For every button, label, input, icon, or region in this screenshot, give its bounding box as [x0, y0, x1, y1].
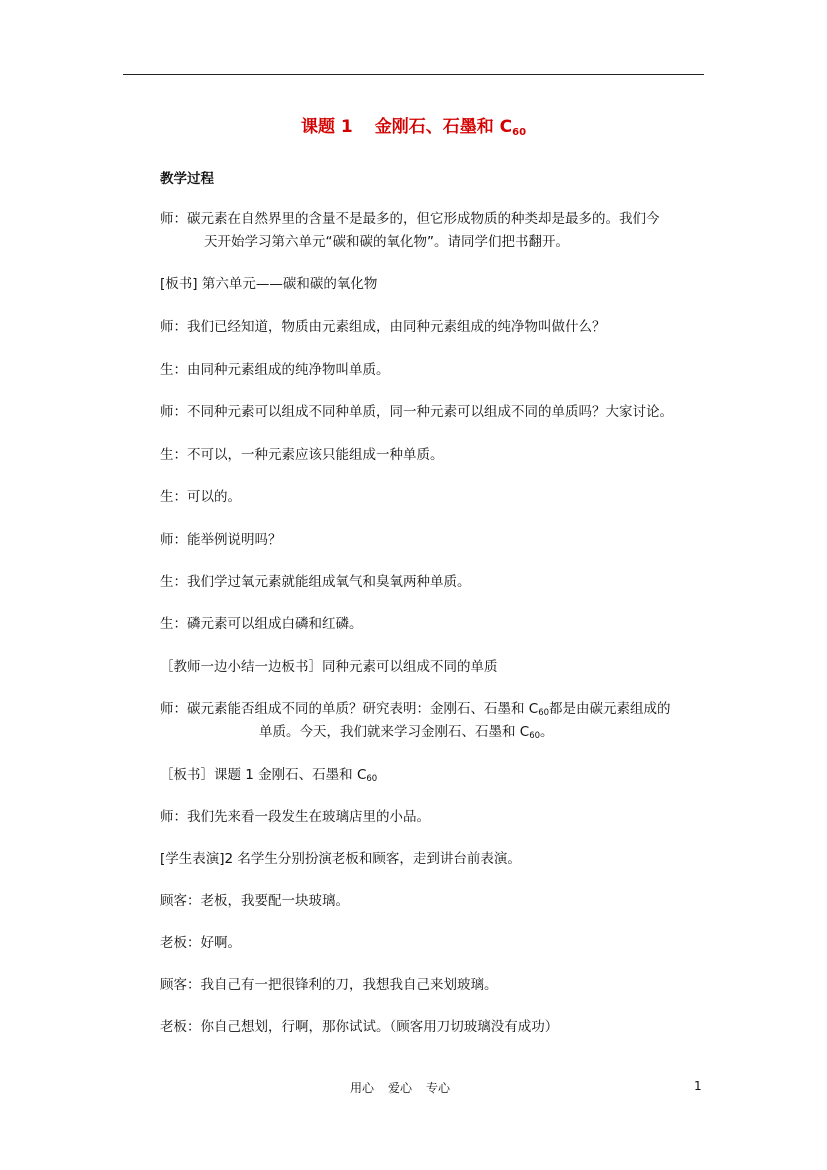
header-rule: [123, 74, 704, 75]
paragraph-line: [板书] 第六单元——碳和碳的氧化物: [160, 276, 378, 292]
paragraph-line: 生：由同种元素组成的纯净物叫单质。: [160, 362, 390, 378]
subscript: 60: [366, 774, 378, 784]
paragraph-line: 生：磷元素可以组成白磷和红磷。: [160, 616, 363, 632]
footer-word: 专心: [426, 1081, 451, 1095]
text-segment: 师：碳元素能否组成不同的单质？研究表明：金刚石、石墨和 C: [160, 701, 539, 717]
paragraph-line: ［教师一边小结一边板书］同种元素可以组成不同的单质: [160, 659, 498, 675]
paragraph-line: 顾客：老板，我要配一块玻璃。: [160, 893, 349, 909]
paragraph-line: 生：不可以，一种元素应该只能组成一种单质。: [160, 447, 444, 463]
paragraph-line: 天开始学习第六单元“碳和碳的氧化物”。请同学们把书翻开。: [204, 234, 569, 250]
lesson-number: 课题 1: [300, 117, 353, 137]
subscript: 60: [538, 708, 550, 718]
paragraph-line: [160, 766, 377, 788]
paragraph-line: 顾客：我自己有一把很锋利的刀，我想我自己来划玻璃。: [160, 977, 498, 993]
paragraph-line: 师：我们已经知道，物质由元素组成，由同种元素组成的纯净物叫做什么？: [160, 319, 606, 335]
paragraph-line: 师：能举例说明吗？: [160, 532, 282, 548]
paragraph-line: [259, 723, 554, 745]
paragraph-line: 师：不同种元素可以组成不同种单质，同一种元素可以组成不同的单质吗？大家讨论。: [160, 404, 673, 420]
paragraph-line: 生：我们学过氧元素就能组成氧气和臭氧两种单质。: [160, 574, 471, 590]
lesson-topic-subscript: 60: [512, 127, 527, 138]
paragraph-line: [160, 700, 671, 722]
footer-word: 用心: [350, 1081, 375, 1095]
text-segment: 都是由碳元素组成的: [549, 701, 671, 717]
page-number: 1: [694, 1079, 702, 1093]
text-segment: ［板书］课题 1 金刚石、石墨和 C: [160, 767, 367, 783]
paragraph-line: 师：碳元素在自然界里的含量不是最多的，但它形成物质的种类却是最多的。我们今: [160, 211, 660, 227]
paragraph-line: 生：可以的。: [160, 489, 241, 505]
text-segment: 。: [540, 724, 554, 740]
section-heading: 教学过程: [160, 171, 214, 187]
subscript: 60: [529, 731, 541, 741]
footer-word: 爱心: [388, 1081, 413, 1095]
paragraph-line: 师：我们先来看一段发生在玻璃店里的小品。: [160, 809, 430, 825]
lesson-title: [0, 112, 827, 138]
paragraph-line: 老板：好啊。: [160, 935, 241, 951]
paragraph-line: [学生表演]2 名学生分别扮演老板和顾客，走到讲台前表演。: [160, 851, 521, 867]
footer-motto: [350, 1079, 464, 1096]
lesson-topic: 金刚石、石墨和 C: [374, 117, 513, 137]
text-segment: 单质。今天，我们就来学习金刚石、石墨和 C: [259, 724, 530, 740]
paragraph-line: 老板：你自己想划，行啊，那你试试。（顾客用刀切玻璃没有成功）: [160, 1019, 559, 1035]
